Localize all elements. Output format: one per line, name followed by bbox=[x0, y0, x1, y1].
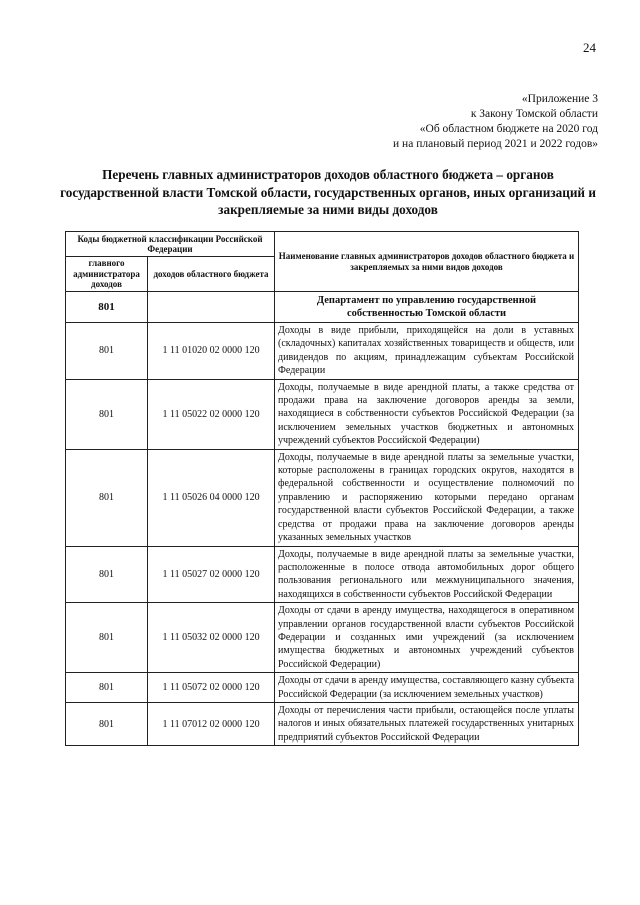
row-administrator-code: 801 bbox=[66, 702, 148, 745]
table-row bbox=[66, 379, 579, 449]
header-row-1 bbox=[66, 232, 579, 257]
row-income-code: 1 11 05022 02 0000 120 bbox=[148, 379, 275, 449]
row-administrator-code: 801 bbox=[66, 546, 148, 603]
administrators-table bbox=[65, 231, 579, 746]
appendix-line-4: и на плановый период 2021 и 2022 годов» bbox=[393, 138, 598, 150]
appendix-header bbox=[268, 92, 598, 152]
table-row bbox=[66, 673, 579, 703]
row-administrator-code: 801 bbox=[66, 673, 148, 703]
page-number: 24 bbox=[583, 40, 596, 55]
row-administrator-code: 801 bbox=[66, 603, 148, 673]
row-income-code: 1 11 05026 04 0000 120 bbox=[148, 449, 275, 546]
table-row bbox=[66, 546, 579, 603]
row-income-code: 1 11 05027 02 0000 120 bbox=[148, 546, 275, 603]
department-row bbox=[66, 292, 579, 323]
row-income-name: Доходы от перечисления части прибыли, остающейся после уплаты налогов и иных обязательных платежей государственных унитарных предприятий субъектов Российской Федерации bbox=[275, 702, 579, 745]
table-row bbox=[66, 702, 579, 745]
row-income-name: Доходы, получаемые в виде арендной платы за земельные участки, расположенные в полосе отвода автомобильных дорог общего пользования регионального или межмуниципального значения, находящихся в собственности субъектов Российской Федерации bbox=[275, 546, 579, 603]
header-classification-codes: Коды бюджетной классификации Российской Федерации bbox=[66, 232, 275, 257]
row-administrator-code: 801 bbox=[66, 379, 148, 449]
row-income-code: 1 11 05072 02 0000 120 bbox=[148, 673, 275, 703]
table-row bbox=[66, 603, 579, 673]
appendix-line-2: к Закону Томской области bbox=[470, 108, 598, 120]
row-income-name: Доходы от сдачи в аренду имущества, находящегося в оперативном управлении органов государственной власти субъектов Российской Федерации и созданных ими учреждений (за исключением имущества бюджетных и автономных учреждений субъектов Российской Федерации) bbox=[275, 603, 579, 673]
header-administrator-name: Наименование главных администраторов доходов областного бюджета и закрепляемых за ними видов доходов bbox=[275, 232, 579, 292]
document-title: Перечень главных администраторов доходов областного бюджета – органов государственной власти Томской области, государственных органов, иных организаций и закрепляемые за ними виды доходов bbox=[60, 167, 596, 217]
row-income-name: Доходы от сдачи в аренду имущества, составляющего казну субъекта Российской Федерации (за исключением земельных участков) bbox=[275, 673, 579, 703]
row-administrator-code: 801 bbox=[66, 323, 148, 380]
department-code: 801 bbox=[66, 292, 148, 323]
row-income-code: 1 11 05032 02 0000 120 bbox=[148, 603, 275, 673]
header-budget-income: доходов областного бюджета bbox=[148, 257, 275, 292]
header-main-administrator: главного администратора доходов bbox=[66, 257, 148, 292]
appendix-line-1: «Приложение 3 bbox=[521, 93, 598, 105]
department-name: Департамент по управлению государственной собственностью Томской области bbox=[275, 292, 579, 323]
row-income-code: 1 11 01020 02 0000 120 bbox=[148, 323, 275, 380]
row-administrator-code: 801 bbox=[66, 449, 148, 546]
table-row bbox=[66, 449, 579, 546]
appendix-line-3: «Об областном бюджете на 2020 год bbox=[419, 123, 598, 135]
department-empty-cell bbox=[148, 292, 275, 323]
table-row bbox=[66, 323, 579, 380]
row-income-name: Доходы в виде прибыли, приходящейся на доли в уставных (складочных) капиталах хозяйственных товариществ и обществ, или дивидендов по акциям, принадлежащим субъектам Российской Федерации bbox=[275, 323, 579, 380]
row-income-name: Доходы, получаемые в виде арендной платы за земельные участки, которые расположены в границах городских округов, находятся в федеральной собственности и осуществление полномочий по управлению и распоряжению которыми передано органам государственной власти субъектов Российской Федерации, а также средства от продажи права на заключение договоров аренды указанных земельных участков bbox=[275, 449, 579, 546]
row-income-code: 1 11 07012 02 0000 120 bbox=[148, 702, 275, 745]
row-income-name: Доходы, получаемые в виде арендной платы, а также средства от продажи права на заключение договоров аренды за земли, находящиеся в собственности субъектов Российской Федерации (за исключением земельных участков бюджетных и автономных учреждений субъектов Российской Федерации) bbox=[275, 379, 579, 449]
